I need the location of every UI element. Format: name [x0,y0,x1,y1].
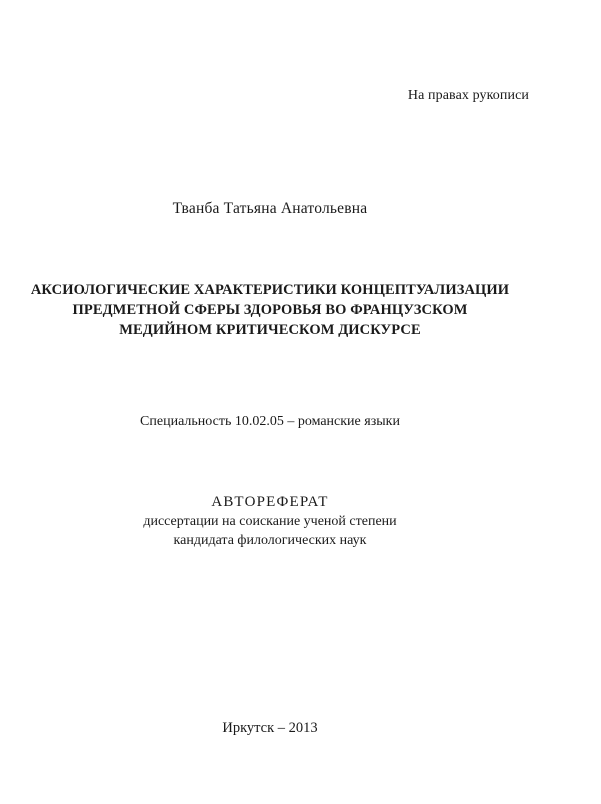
specialty-line: Специальность 10.02.05 – романские языки [140,414,400,429]
dissertation-title [0,280,540,340]
manuscript-note: На правах рукописи [407,88,529,103]
abstract-field-line: кандидата филологических наук [173,533,367,548]
abstract-block [0,492,540,550]
title-line: ПРЕДМЕТНОЙ СФЕРЫ ЗДОРОВЬЯ ВО ФРАНЦУЗСКОМ [72,302,468,318]
city-year: Иркутск – 2013 [222,720,318,736]
abstract-label: АВТОРЕФЕРАТ [211,494,329,510]
abstract-degree-line: диссертации на соискание ученой степени [143,514,397,529]
author-name: Тванба Татьяна Анатольевна [172,200,368,217]
title-line: МЕДИЙНОМ КРИТИЧЕСКОМ ДИСКУРСЕ [119,322,421,338]
title-line: АКСИОЛОГИЧЕСКИЕ ХАРАКТЕРИСТИКИ КОНЦЕПТУАЛИЗАЦИИ [30,282,510,298]
